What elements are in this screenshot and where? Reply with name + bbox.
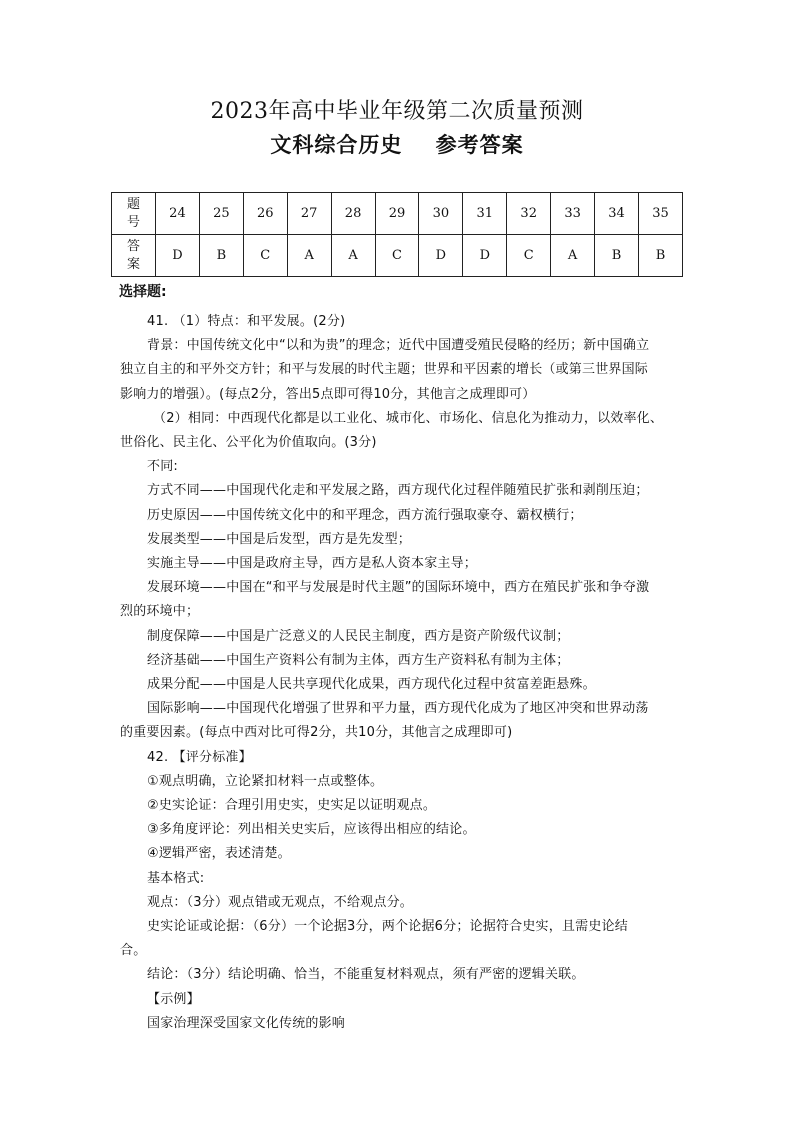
question-number-cell: 28	[331, 193, 375, 235]
question-number-cell: 30	[419, 193, 463, 235]
question-number-row	[112, 193, 683, 235]
row-label-text: 答案	[126, 238, 140, 272]
body-line: 背景：中国传统文化中“以和为贵”的理念；近代中国遭受殖民侵略的经历；新中国确立	[147, 338, 650, 354]
example-heading: 【示例】	[147, 991, 200, 1007]
comparison-line: 制度保障——中国是广泛意义的人民民主制度，西方是资产阶级代议制；	[147, 628, 570, 644]
answer-cell: B	[638, 235, 682, 277]
body-line: 烈的环境中；	[120, 604, 200, 620]
comparison-line: 实施主导——中国是政府主导，西方是私人资本家主导；	[147, 556, 478, 572]
q41-part1-line: 41. （1）特点：和平发展。(2分)	[147, 314, 346, 329]
question-number-cell: 35	[638, 193, 682, 235]
criteria-line: ④逻辑严密，表述清楚。	[147, 846, 291, 862]
question-number-cell: 29	[375, 193, 419, 235]
question-number-cell: 27	[287, 193, 331, 235]
answer-cell: C	[375, 235, 419, 277]
comparison-line: 发展类型——中国是后发型，西方是先发型；	[147, 531, 412, 547]
answer-cell: A	[287, 235, 331, 277]
question-number-cell: 25	[199, 193, 243, 235]
format-line: 史实论证或论据：（6分）一个论据3分，两个论据6分；论据符合史实，且需史论结	[147, 919, 628, 935]
criteria-line: ①观点明确，立论紧扣材料一点或整体。	[147, 773, 384, 789]
criteria-line: ②史实论证：合理引用史实，史实足以证明观点。	[147, 798, 437, 814]
question-number-cell: 32	[507, 193, 551, 235]
comparison-line: 经济基础——中国生产资料公有制为主体，西方生产资料私有制为主体；	[147, 652, 570, 668]
body-line: 影响力的增强）。(每点2分，答出5点即可得10分，其他言之成理即可）	[120, 386, 536, 402]
comparison-line: 历史原因——中国传统文化中的和平理念，西方流行强取豪夺、霸权横行；	[147, 507, 583, 523]
body-line: 合。	[120, 943, 147, 959]
comparison-line: 方式不同——中国现代化走和平发展之路，西方现代化过程伴随殖民扩张和剥削压迫；	[147, 483, 649, 499]
comparison-line: 成果分配——中国是人民共享现代化成果，西方现代化过程中贫富差距悬殊。	[147, 677, 596, 693]
body-line: 独立自主的和平外交方针；和平与发展的时代主题；世界和平因素的增长（或第三世界国际	[120, 362, 649, 378]
answer-cell: D	[463, 235, 507, 277]
body-line: 基本格式:	[147, 870, 205, 886]
example-line: 国家治理深受国家文化传统的影响	[147, 1015, 346, 1031]
answer-cell: D	[419, 235, 463, 277]
answer-cell: C	[243, 235, 287, 277]
question-number-cell: 34	[595, 193, 639, 235]
comparison-line: 国际影响——中国现代化增强了世界和平力量，西方现代化成为了地区冲突和世界动荡	[147, 701, 649, 717]
answer-cell: B	[199, 235, 243, 277]
question-number-cell: 31	[463, 193, 507, 235]
body-line: 世俗化、民主化、公平化为价值取向。(3分)	[120, 435, 377, 451]
criteria-line: ③多角度评论：列出相关史实后，应该得出相应的结论。	[147, 822, 476, 838]
q41-part2-line: （2）相同：中西现代化都是以工业化、城市化、市场化、信息化为推动力，以效率化、	[153, 410, 664, 426]
answer-content	[120, 310, 686, 1036]
row-label-question-number	[112, 193, 156, 235]
row-label-text: 题号	[126, 196, 140, 230]
answer-cell: A	[551, 235, 595, 277]
body-line: 的重要因素。(每点中西对比可得2分，共10分，其他言之成理即可)	[120, 725, 513, 741]
format-line: 结论：（3分）结论明确、恰当，不能重复材料观点，须有严密的逻辑关联。	[147, 967, 585, 983]
answer-row	[112, 235, 683, 277]
answer-table	[111, 192, 683, 277]
question-number-cell: 24	[156, 193, 200, 235]
question-number-cell: 33	[551, 193, 595, 235]
q42-heading: 42. 【评分标准】	[147, 749, 252, 765]
format-line: 观点：（3分）观点错或无观点，不给观点分。	[147, 894, 413, 910]
body-line: 不同:	[147, 459, 178, 475]
document-subtitle: 文科综合历史 参考答案	[270, 133, 524, 157]
section-label: 选择题:	[119, 284, 167, 300]
answer-cell: A	[331, 235, 375, 277]
document-title: 2023年高中毕业年级第二次质量预测	[210, 99, 584, 124]
answer-cell: D	[156, 235, 200, 277]
question-number-cell: 26	[243, 193, 287, 235]
answer-cell: B	[595, 235, 639, 277]
comparison-line: 发展环境——中国在“和平与发展是时代主题”的国际环境中，西方在殖民扩张和争夺激	[147, 580, 650, 596]
answer-cell: C	[507, 235, 551, 277]
row-label-answer	[112, 235, 156, 277]
